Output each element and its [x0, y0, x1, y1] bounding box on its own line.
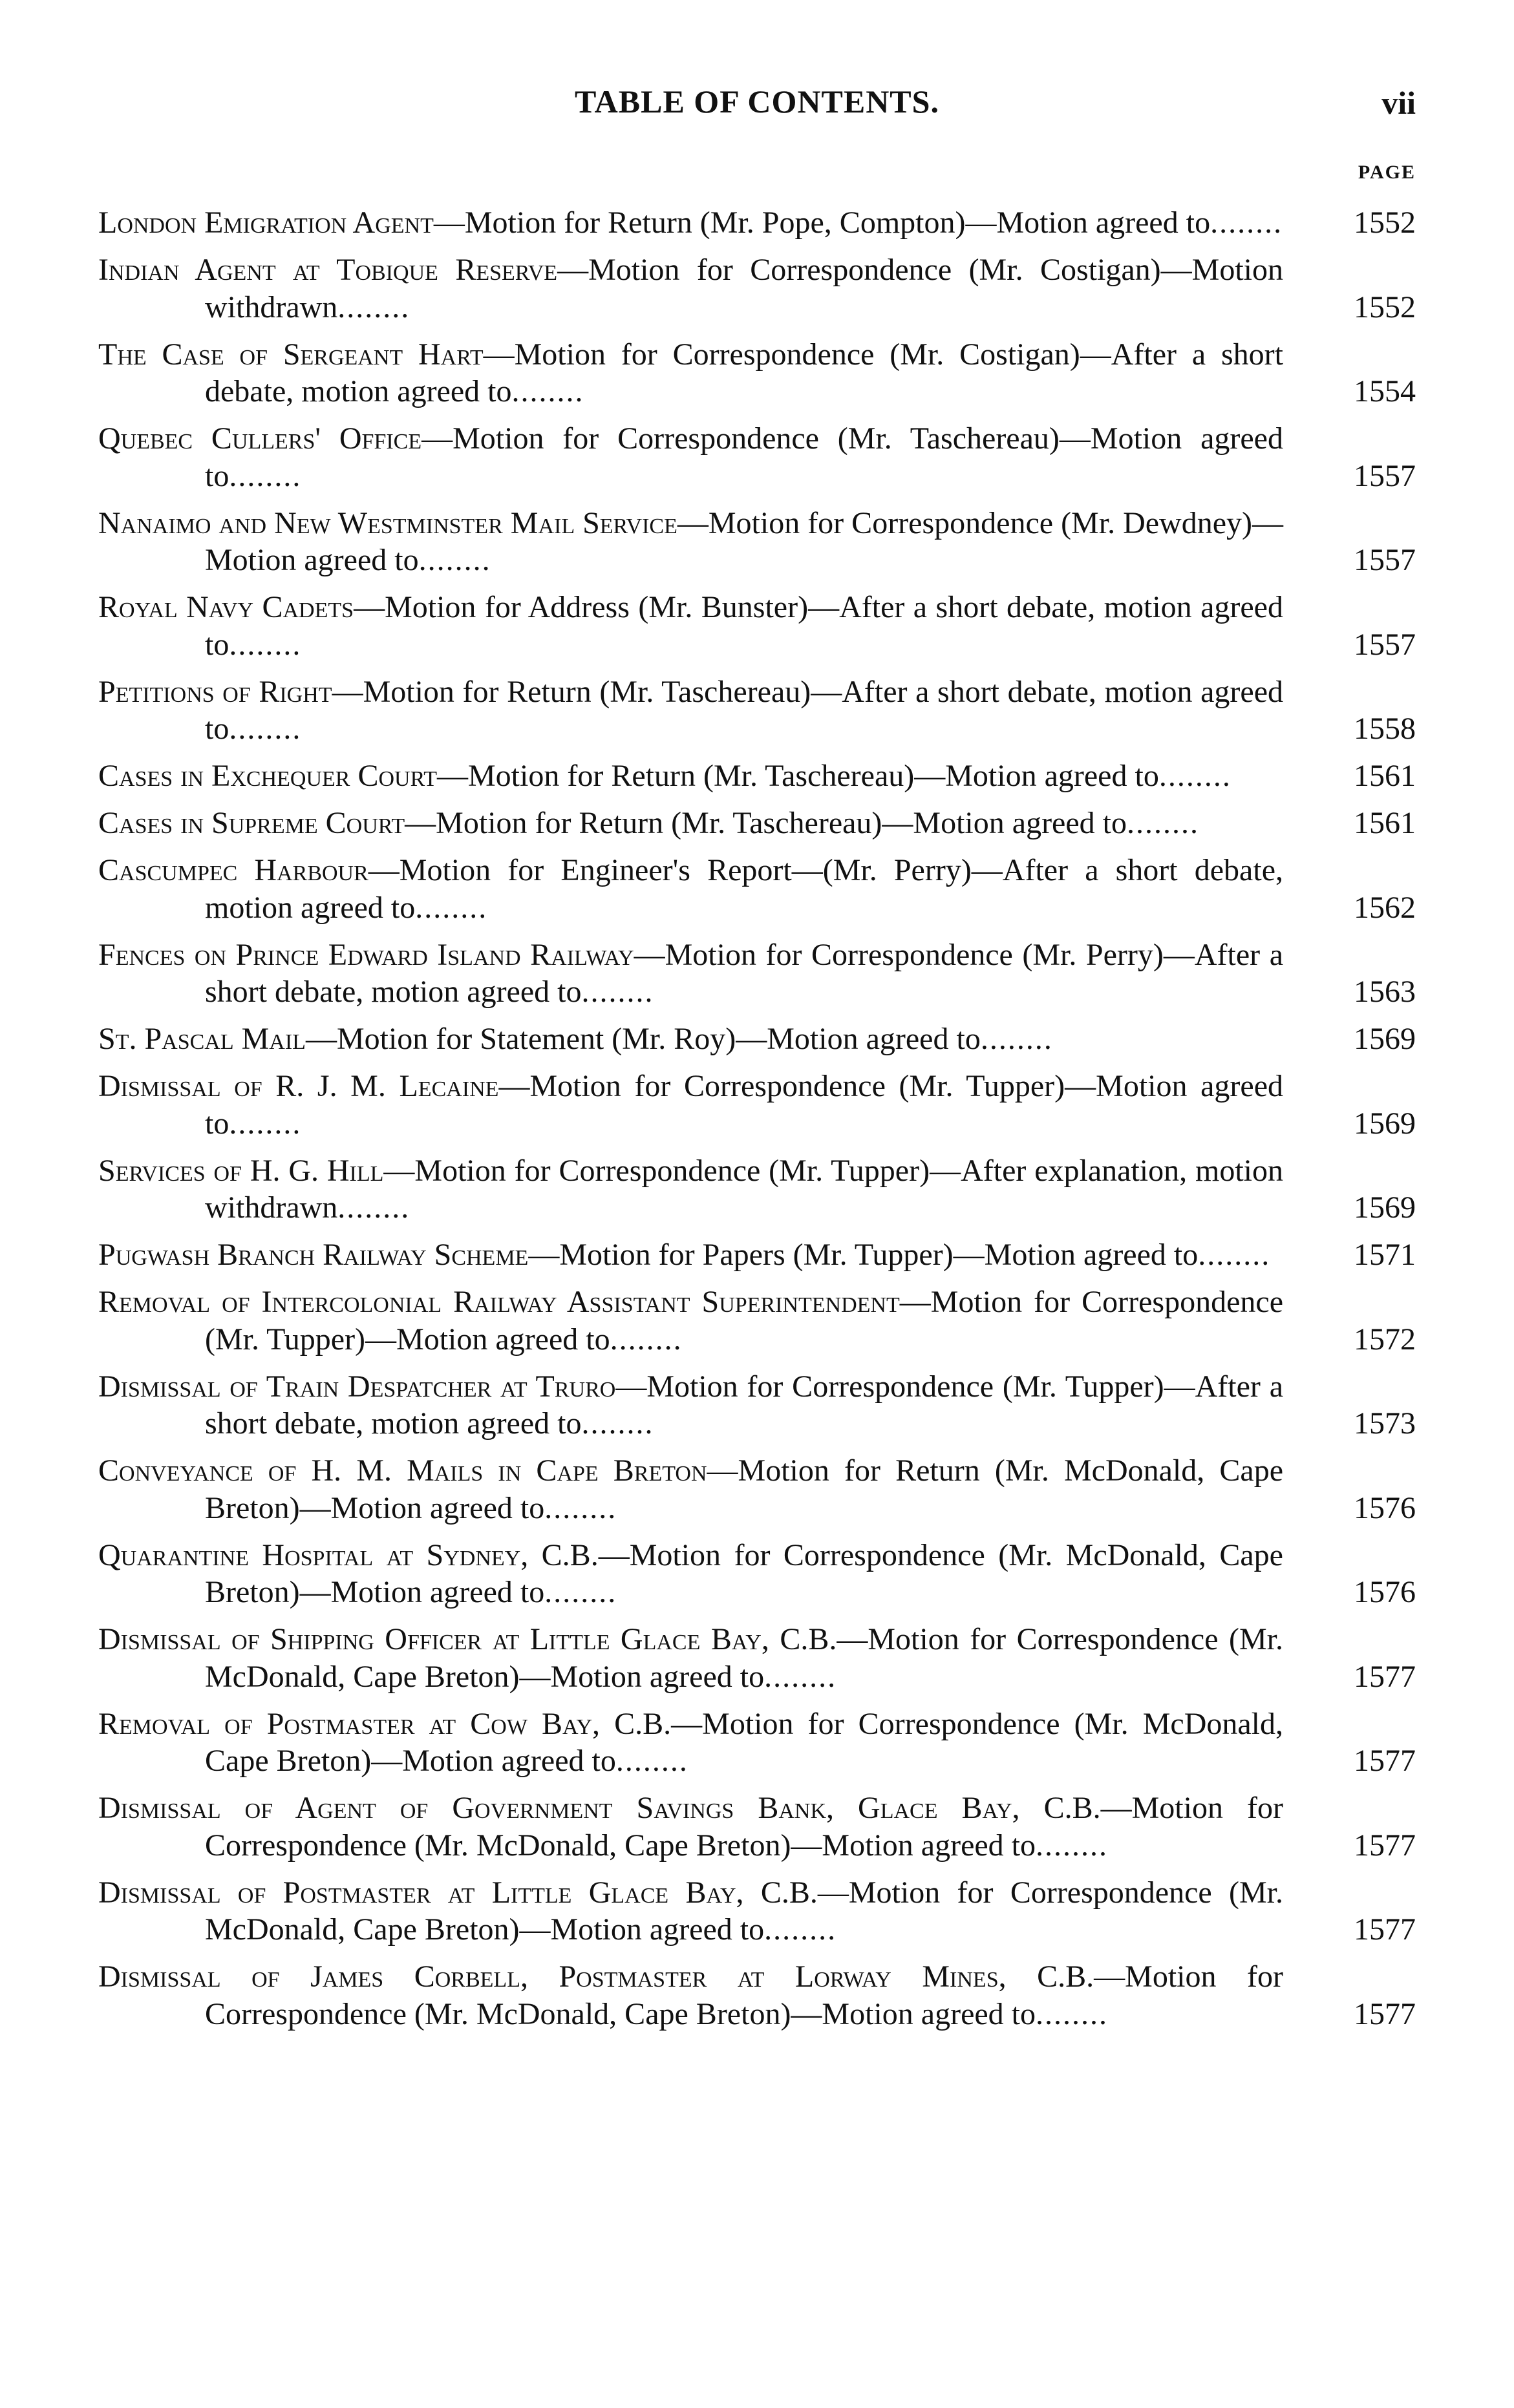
toc-entry-text: —Motion for Papers (Mr. Tupper)—Motion agreed to — [528, 1238, 1199, 1272]
toc-entry-heading: Quarantine Hospital at Sydney, C.B. — [98, 1537, 599, 1572]
toc-entry — [98, 420, 1416, 494]
dot-leader: ........ — [337, 290, 410, 324]
dot-leader: ........ — [764, 1912, 837, 1947]
toc-entry-text: —Motion for Correspondence (Mr. McDonald, Cape Breton)—Motion agreed to — [205, 1959, 1283, 2031]
dot-leader: ........ — [415, 890, 488, 925]
toc-entry-heading: St. Pascal Mail — [98, 1022, 306, 1056]
toc-entry-text: —Motion for Correspondence (Mr. Tupper)—After explanation, motion withdrawn — [205, 1153, 1283, 1225]
toc-entry-page: 1571 — [1354, 1238, 1416, 1272]
toc-entry-heading: Cases in Exchequer Court — [98, 759, 437, 793]
toc-entry-page: 1557 — [1354, 627, 1416, 662]
toc-entry-heading: Dismissal of Train Despatcher at Truro — [98, 1369, 616, 1404]
dot-leader: ........ — [229, 627, 302, 662]
toc-entry-text: —Motion for Correspondence (Mr. McDonald, Cape Breton)—Motion agreed to — [205, 1537, 1283, 1609]
dot-leader: ........ — [229, 458, 302, 493]
dot-leader: ........ — [615, 1744, 688, 1778]
toc-entry — [98, 673, 1416, 748]
dot-leader: ........ — [544, 1575, 617, 1609]
toc-entry-text: —Motion for Correspondence (Mr. Tupper)—Motion agreed to — [205, 1285, 1283, 1357]
dot-leader: ........ — [229, 1106, 302, 1141]
toc-entry-page: 1577 — [1354, 1744, 1416, 1778]
toc-entry-text: —Motion for Correspondence (Mr. McDonald, Cape Breton)—Motion agreed to — [205, 1875, 1284, 1947]
toc-entry-page: 1569 — [1354, 1190, 1416, 1225]
dot-leader: ........ — [581, 975, 654, 1009]
table-of-contents — [98, 204, 1416, 2043]
toc-entry-text: —Motion for Return (Mr. Taschereau)—After a short debate, motion agreed to — [205, 674, 1284, 746]
dot-leader: ........ — [511, 374, 584, 408]
toc-entry-text: —Motion for Return (Mr. Taschereau)—Motion agreed to — [437, 759, 1159, 793]
toc-entry — [98, 204, 1416, 242]
toc-entry-page: 1577 — [1354, 1828, 1416, 1863]
toc-entry — [98, 1790, 1416, 1864]
dot-leader: ........ — [1127, 806, 1199, 840]
toc-entry-text: —Motion for Correspondence (Mr. Costigan)—After a short debate, motion agreed to — [205, 337, 1283, 408]
toc-entry-heading: Removal of Postmaster at Cow Bay, C.B. — [98, 1706, 672, 1741]
toc-entry — [98, 1452, 1416, 1526]
toc-entry-text: —Motion for Statement (Mr. Roy)—Motion agreed to — [305, 1022, 981, 1056]
toc-entry-page: 1569 — [1354, 1106, 1416, 1141]
dot-leader: ........ — [544, 1490, 617, 1525]
dot-leader: ........ — [418, 543, 491, 577]
toc-entry-text: —Motion for Correspondence (Mr. Perry)—After a short debate, motion agreed to — [205, 937, 1283, 1009]
toc-entry — [98, 757, 1416, 795]
toc-entry-heading: Dismissal of R. J. M. Lecaine — [98, 1069, 499, 1103]
toc-entry-text: —Motion for Correspondence (Mr. Tupper)—Motion agreed to — [205, 1069, 1283, 1141]
dot-leader: ........ — [764, 1659, 837, 1694]
toc-entry-heading: Dismissal of Agent of Government Savings Bank, Glace Bay, C.B. — [98, 1791, 1101, 1825]
toc-entry-page: 1554 — [1354, 374, 1416, 408]
toc-entry-page: 1576 — [1354, 1575, 1416, 1609]
toc-entry-page: 1573 — [1354, 1406, 1416, 1441]
toc-entry-heading: Dismissal of Shipping Officer at Little Glace Bay, C.B. — [98, 1622, 837, 1656]
toc-entry — [98, 805, 1416, 842]
toc-entry-page: 1561 — [1354, 759, 1416, 793]
toc-entry-page: 1561 — [1354, 806, 1416, 840]
dot-leader: ........ — [1158, 759, 1231, 793]
toc-entry — [98, 1706, 1416, 1780]
toc-entry-page: 1577 — [1354, 1996, 1416, 2031]
toc-entry — [98, 505, 1416, 579]
toc-entry — [98, 1152, 1416, 1227]
toc-entry — [98, 1283, 1416, 1358]
toc-entry-text: —Motion for Address (Mr. Bunster)—After a short debate, motion agreed to — [205, 590, 1283, 662]
dot-leader: ........ — [980, 1022, 1053, 1056]
toc-entry-page: 1562 — [1354, 890, 1416, 925]
toc-entry-text: —Motion for Return (Mr. Pope, Compton)—Motion agreed to — [433, 206, 1211, 240]
toc-entry-page: 1558 — [1354, 712, 1416, 746]
toc-entry-heading: Royal Navy Cadets — [98, 590, 354, 624]
toc-entry-text: —Motion for Correspondence (Mr. McDonald, Cape Breton)—Motion agreed to — [205, 1791, 1283, 1863]
toc-entry-text: —Motion for Correspondence (Mr. Tupper)—After a short debate, motion agreed to — [205, 1369, 1283, 1441]
toc-entry — [98, 1958, 1416, 2033]
toc-entry-heading: Nanaimo and New Westminster Mail Service — [98, 505, 677, 540]
toc-entry — [98, 1621, 1416, 1695]
toc-entry — [98, 589, 1416, 663]
toc-entry — [98, 1020, 1416, 1058]
toc-entry-heading: Petitions of Right — [98, 674, 332, 709]
page-title: TABLE OF CONTENTS. — [575, 83, 939, 120]
toc-entry — [98, 852, 1416, 926]
toc-entry-text: —Motion for Engineer's Report—(Mr. Perry)—After a short debate, motion agreed to — [205, 853, 1284, 925]
toc-entry-heading: Dismissal of James Corbell, Postmaster at Lorway Mines, C.B. — [98, 1959, 1094, 1994]
toc-entry-heading: Conveyance of H. M. Mails in Cape Breton — [98, 1453, 707, 1488]
toc-entry-page: 1557 — [1354, 543, 1416, 577]
toc-entry — [98, 1068, 1416, 1142]
dot-leader: ........ — [1036, 1828, 1109, 1863]
toc-entry — [98, 1537, 1416, 1611]
toc-entry-text: —Motion for Correspondence (Mr. McDonald, Cape Breton)—Motion agreed to — [205, 1706, 1284, 1778]
toc-entry-heading: Cascumpec Harbour — [98, 853, 368, 887]
page-header — [0, 83, 1514, 128]
toc-entry — [98, 1368, 1416, 1442]
toc-entry-page: 1569 — [1354, 1022, 1416, 1056]
toc-entry-heading: London Emigration Agent — [98, 206, 434, 240]
toc-entry — [98, 1236, 1416, 1274]
toc-entry-page: 1577 — [1354, 1659, 1416, 1694]
toc-entry-heading: Dismissal of Postmaster at Little Glace Bay, C.B. — [98, 1875, 818, 1910]
toc-entry-text: —Motion for Correspondence (Mr. Dewdney)—Motion agreed to — [205, 505, 1283, 577]
toc-entry — [98, 936, 1416, 1011]
toc-entry-page: 1557 — [1354, 458, 1416, 493]
dot-leader: ........ — [229, 712, 302, 746]
toc-entry-page: 1552 — [1354, 290, 1416, 324]
toc-entry-heading: Pugwash Branch Railway Scheme — [98, 1238, 529, 1272]
toc-entry-page: 1563 — [1354, 975, 1416, 1009]
toc-entry-page: 1572 — [1354, 1322, 1416, 1357]
toc-entry-text: —Motion for Correspondence (Mr. Taschereau)—Motion agreed to — [205, 421, 1283, 493]
toc-entry-text: —Motion for Return (Mr. McDonald, Cape Breton)—Motion agreed to — [205, 1453, 1284, 1525]
dot-leader: ........ — [1036, 1996, 1109, 2031]
toc-entry-heading: Services of H. G. Hill — [98, 1153, 384, 1188]
toc-entry-heading: Cases in Supreme Court — [98, 806, 405, 840]
toc-entry-heading: The Case of Sergeant Hart — [98, 337, 484, 372]
dot-leader: ........ — [1210, 206, 1283, 240]
dot-leader: ........ — [581, 1406, 654, 1441]
toc-entry-heading: Quebec Cullers' Office — [98, 421, 422, 456]
page-number-roman: vii — [1381, 85, 1416, 121]
toc-entry-heading: Fences on Prince Edward Island Railway — [98, 937, 634, 972]
toc-entry-text: —Motion for Correspondence (Mr. McDonald, Cape Breton)—Motion agreed to — [205, 1622, 1283, 1694]
dot-leader: ........ — [610, 1322, 683, 1357]
toc-entry-text: —Motion for Correspondence (Mr. Costigan)—Motion withdrawn — [205, 253, 1283, 324]
toc-entry-page: 1576 — [1354, 1490, 1416, 1525]
toc-entry-heading: Removal of Intercolonial Railway Assistant Superintendent — [98, 1285, 900, 1319]
page-column-label: PAGE — [1358, 162, 1416, 183]
toc-entry-text: —Motion for Return (Mr. Taschereau)—Motion agreed to — [405, 806, 1127, 840]
toc-entry — [98, 251, 1416, 326]
toc-entry-page: 1577 — [1354, 1912, 1416, 1947]
toc-entry-page: 1552 — [1354, 206, 1416, 240]
toc-entry — [98, 336, 1416, 410]
toc-entry — [98, 1874, 1416, 1949]
toc-entry-heading: Indian Agent at Tobique Reserve — [98, 253, 558, 287]
dot-leader: ........ — [337, 1190, 410, 1225]
dot-leader: ........ — [1198, 1238, 1271, 1272]
